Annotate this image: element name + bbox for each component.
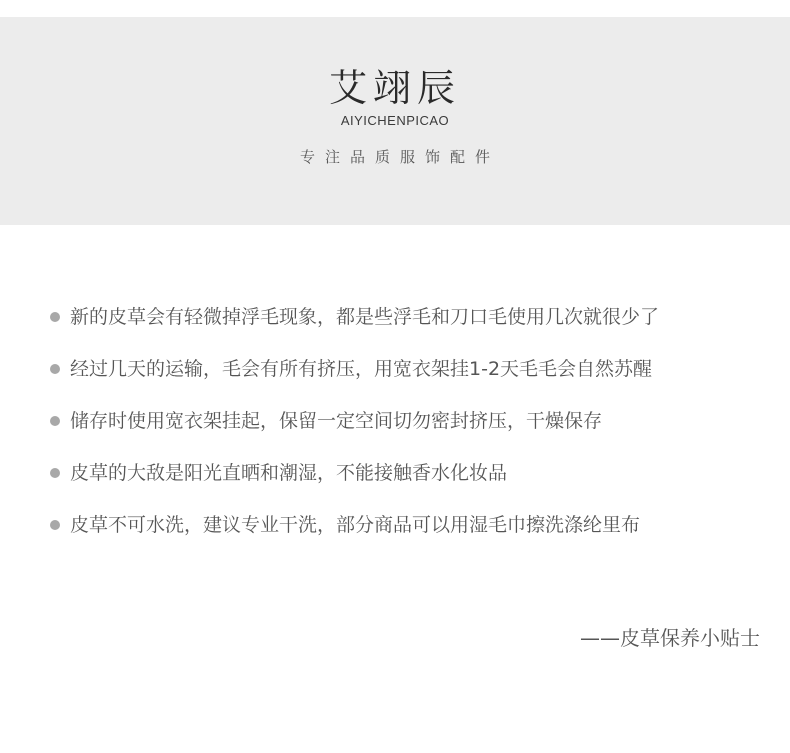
brand-subtitle: AIYICHENPICAO (340, 113, 450, 128)
list-item (50, 348, 770, 400)
tip-text: 皮草不可水洗，建议专业干洗，部分商品可以用湿毛巾擦洗涤纶里布 (70, 514, 641, 536)
signature: ——皮草保养小贴士 (580, 626, 760, 650)
list-item (50, 504, 770, 556)
bullet-dot-icon (50, 312, 60, 322)
list-item (50, 400, 770, 452)
bullet-dot-icon (50, 364, 60, 374)
brand-banner (0, 17, 790, 225)
tip-text: 皮草的大敌是阳光直晒和潮湿，不能接触香水化妆品 (70, 462, 508, 484)
bullet-dot-icon (50, 468, 60, 478)
bullet-dot-icon (50, 520, 60, 530)
brand-slogan: 专注品质服饰配件 (299, 148, 500, 166)
tip-text: 经过几天的运输，毛会有所有挤压，用宽衣架挂1-2天毛毛会自然苏醒 (70, 358, 653, 380)
tip-text: 新的皮草会有轻微掉浮毛现象，都是些浮毛和刀口毛使用几次就很少了 (70, 306, 660, 328)
bullet-dot-icon (50, 416, 60, 426)
list-item (50, 452, 770, 504)
care-tips-list (50, 296, 770, 556)
brand-title: 艾翊辰 (328, 66, 461, 110)
list-item (50, 296, 770, 348)
tip-text: 储存时使用宽衣架挂起，保留一定空间切勿密封挤压，干燥保存 (70, 410, 603, 432)
